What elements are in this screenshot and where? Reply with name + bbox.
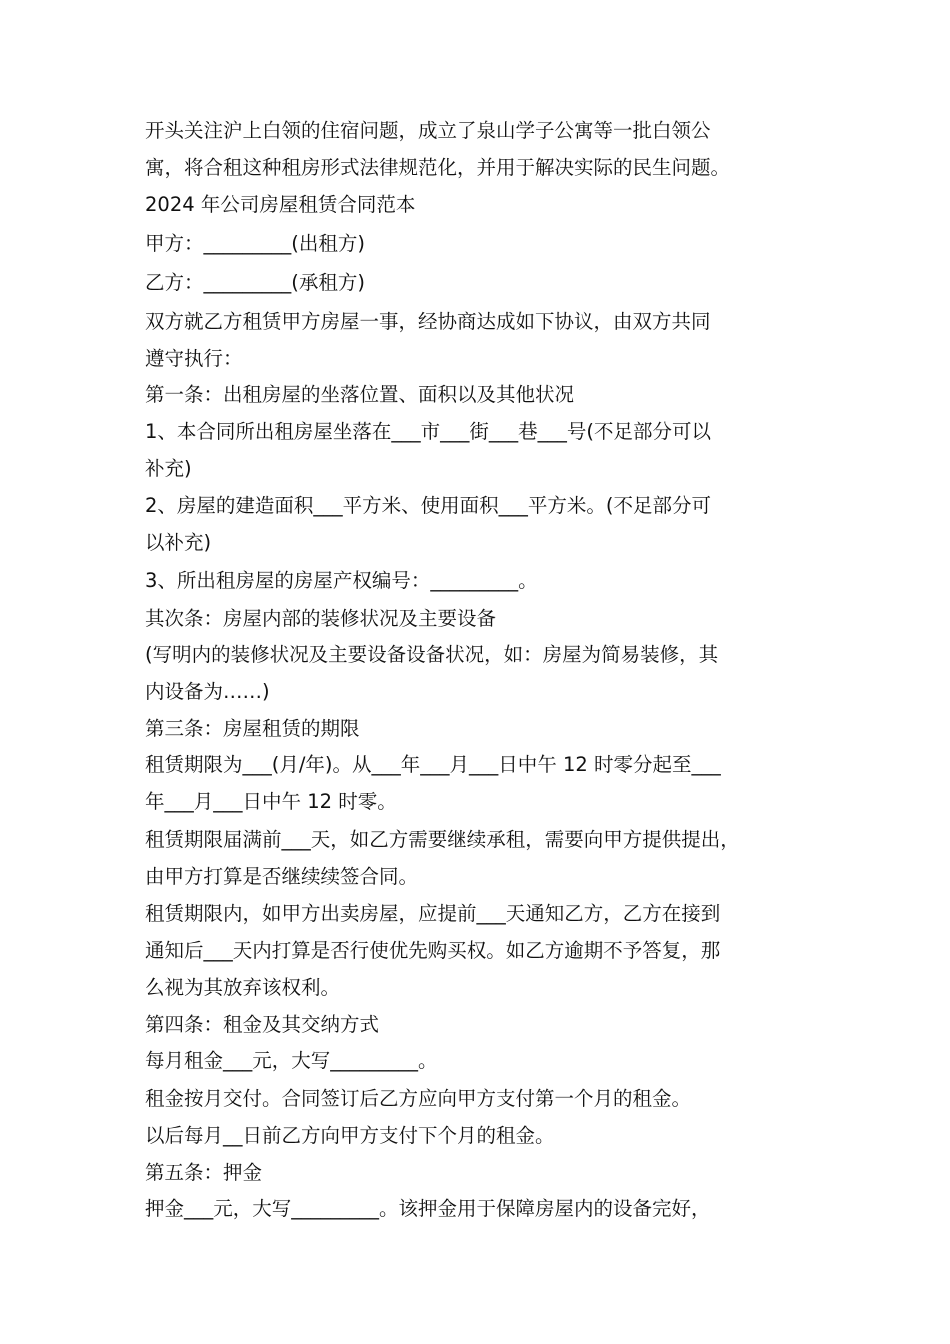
paragraph-line: 遵守执行： bbox=[145, 347, 243, 370]
paragraph-line: (写明内的装修状况及主要设备设备状况，如：房屋为简易装修，其 bbox=[145, 643, 719, 666]
paragraph-line: 年___月___日中午 12 时零。 bbox=[145, 790, 397, 813]
paragraph-line: 么视为其放弃该权利。 bbox=[145, 976, 341, 999]
paragraph-line: 双方就乙方租赁甲方房屋一事，经协商达成如下协议，由双方共同 bbox=[145, 310, 711, 333]
clause-heading: 第五条：押金 bbox=[145, 1161, 263, 1184]
paragraph-line: 通知后___天内打算是否行使优先购买权。如乙方逾期不予答复，那 bbox=[145, 939, 721, 962]
clause-heading: 第四条：租金及其交纳方式 bbox=[145, 1013, 380, 1036]
paragraph-line: 3、所出租房屋的房屋产权编号：_________。 bbox=[145, 569, 538, 592]
paragraph-line: 由甲方打算是否继续续签合同。 bbox=[145, 865, 419, 888]
paragraph-line: 补充) bbox=[145, 457, 192, 480]
party-b-line: 乙方：_________(承租方) bbox=[145, 271, 365, 294]
clause-heading: 其次条：房屋内部的装修状况及主要设备 bbox=[145, 607, 497, 630]
paragraph-line: 2、房屋的建造面积___平方米、使用面积___平方米。(不足部分可 bbox=[145, 494, 712, 517]
paragraph-line: 租金按月交付。合同签订后乙方应向甲方支付第一个月的租金。 bbox=[145, 1087, 692, 1110]
party-a-line: 甲方：_________(出租方) bbox=[145, 232, 365, 255]
clause-heading: 第三条：房屋租赁的期限 bbox=[145, 717, 360, 740]
paragraph-line: 寓，将合租这种租房形式法律规范化，并用于解决实际的民生问题。 bbox=[145, 156, 731, 179]
clause-heading: 第一条：出租房屋的坐落位置、面积以及其他状况 bbox=[145, 383, 575, 406]
document-title: 2024 年公司房屋租赁合同范本 bbox=[145, 193, 416, 216]
paragraph-line: 1、本合同所出租房屋坐落在___市___街___巷___号(不足部分可以 bbox=[145, 420, 712, 443]
paragraph-line: 以补充) bbox=[145, 531, 212, 554]
paragraph-line: 内设备为……) bbox=[145, 680, 270, 703]
paragraph-line: 开头关注沪上白领的住宿问题，成立了泉山学子公寓等一批白领公 bbox=[145, 119, 711, 142]
paragraph-line: 租赁期限届满前___天，如乙方需要继续承租，需要向甲方提供提出， bbox=[145, 828, 740, 851]
paragraph-line: 每月租金___元，大写_________。 bbox=[145, 1049, 438, 1072]
paragraph-line: 押金___元，大写_________。该押金用于保障房屋内的设备完好， bbox=[145, 1197, 711, 1220]
paragraph-line: 租赁期限内，如甲方出卖房屋，应提前___天通知乙方，乙方在接到 bbox=[145, 902, 721, 925]
paragraph-line: 租赁期限为___(月/年)。从___年___月___日中午 12 时零分起至___ bbox=[145, 753, 721, 776]
paragraph-line: 以后每月__日前乙方向甲方支付下个月的租金。 bbox=[145, 1124, 555, 1147]
